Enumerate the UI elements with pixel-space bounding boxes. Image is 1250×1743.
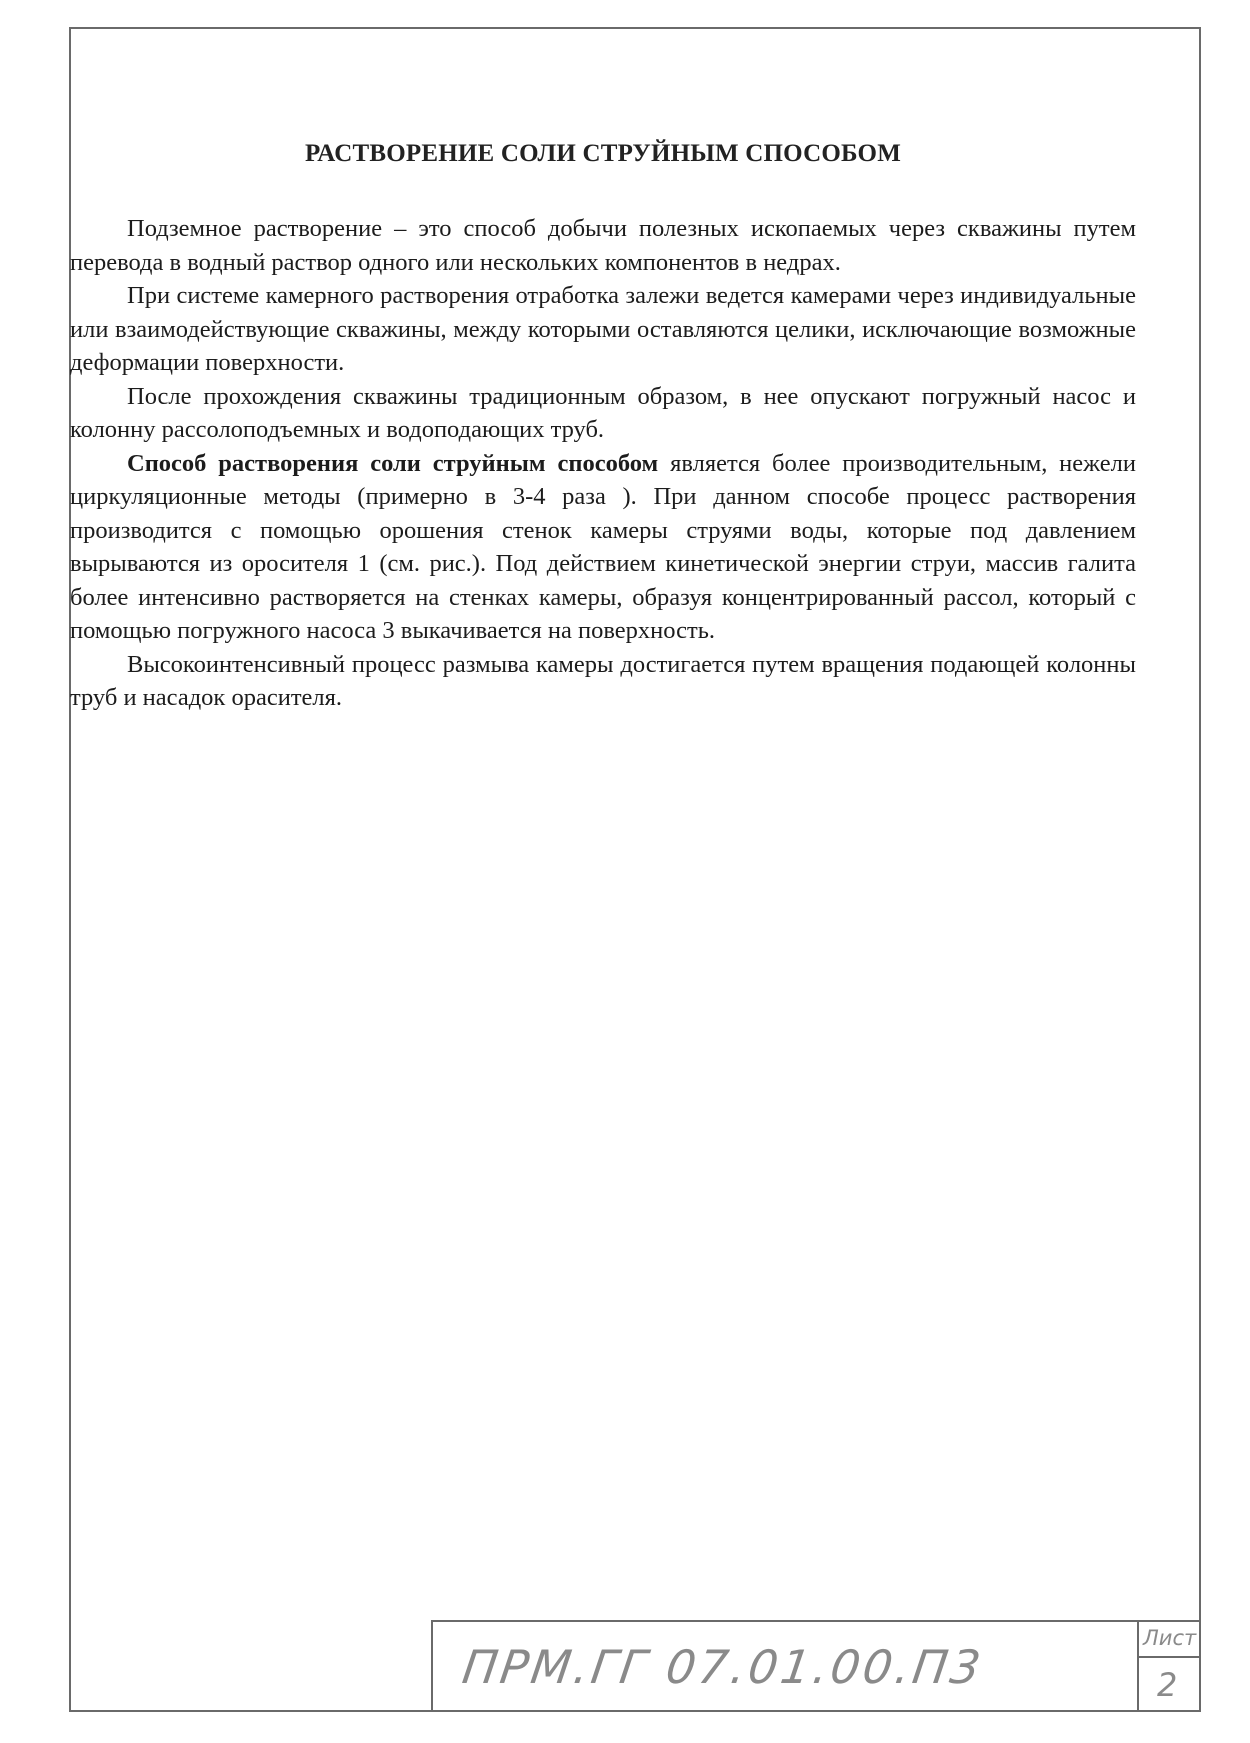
document-body (70, 140, 1136, 715)
paragraph-3 (70, 380, 1136, 447)
paragraph-2 (70, 279, 1136, 380)
paragraph-5 (70, 648, 1136, 715)
sheet-cell (1137, 1622, 1201, 1712)
paragraph-4-text: является более производительным, нежели циркуляционные методы (примерно в 3-4 раза ). При данном способе процесс растворения производится с помощью орошения стенок камеры струями воды, которые под давлением вырываются из оросителя 1 (см. рис.). Под действием кинетической энергии струи, массив галита более интенсивно растворяется на стенках камеры, образуя концентрированный рассол, который с помощью погружного насоса 3 выкачивается на поверхность. (70, 449, 1136, 644)
paragraph-5-text: Высокоинтенсивный процесс размыва камеры достигается путем вращения подающей колонны труб и насадок орасителя. (70, 650, 1136, 711)
paragraph-1-text: Подземное растворение – это способ добычи полезных ископаемых через скважины путем перевода в водный раствор одного или нескольких компонентов в недрах. (70, 215, 1136, 276)
paragraph-2-text: При системе камерного растворения отработка залежи ведется камерами через индивидуальные или взаимодействующие скважины, между которыми оставляются целики, исключающие возможные деформации поверхности. (70, 282, 1136, 376)
paragraph-4 (70, 447, 1136, 648)
title-block-stamp (431, 1620, 1201, 1712)
document-title: РАСТВОРЕНИЕ СОЛИ СТРУЙНЫМ СПОСОБОМ (304, 140, 902, 167)
sheet-cell-divider (1139, 1656, 1201, 1658)
paragraph-3-text: После прохождения скважины традиционным образом, в нее опускают погружный насос и колонну рассолоподъемных и водоподающих труб. (70, 382, 1136, 443)
sheet-label: Лист (1143, 1626, 1197, 1650)
document-code: ПРМ.ГГ 07.01.00.П3 (459, 1640, 987, 1694)
paragraph-1 (70, 212, 1136, 279)
sheet-number: 2 (1157, 1666, 1178, 1704)
paragraph-4-bold-lead: Способ растворения соли струйным способом (127, 449, 659, 477)
